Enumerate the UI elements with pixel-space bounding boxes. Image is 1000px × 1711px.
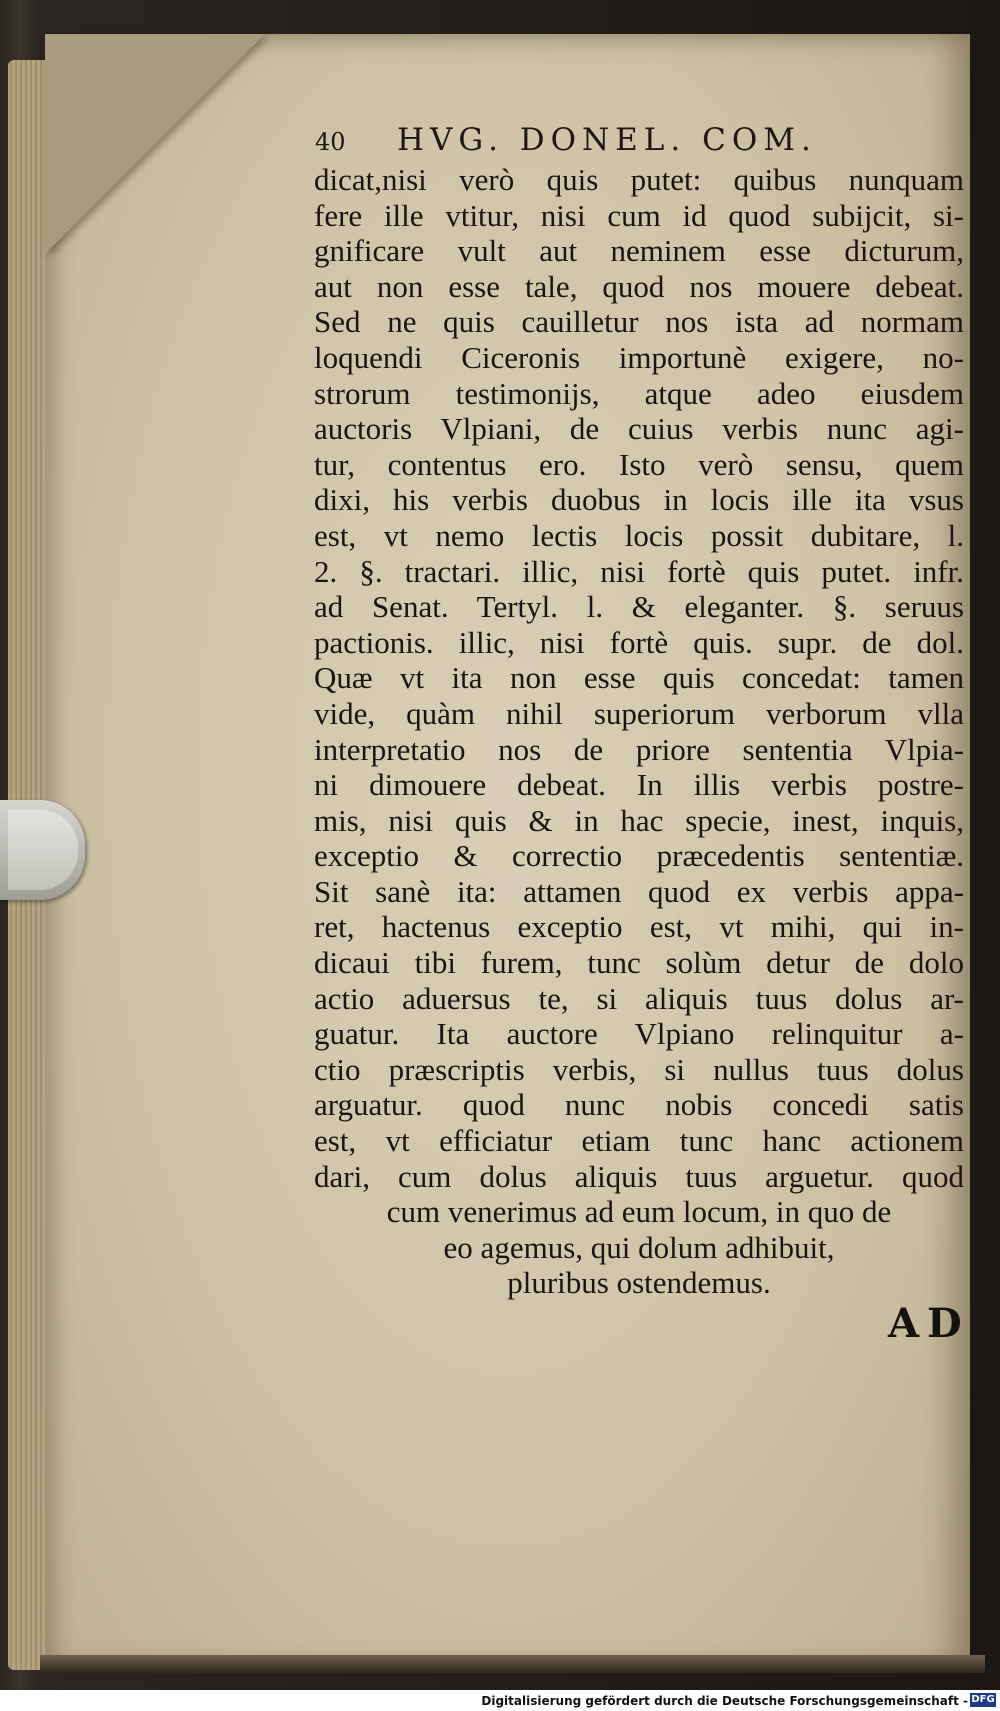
- text-line: aut non esse tale, quod nos mouere debeat.: [314, 268, 964, 304]
- catchword: AD: [888, 1300, 970, 1347]
- page-header: [315, 118, 875, 160]
- text-line: fere ille vtitur, nisi cum id quod subijcit, si-: [314, 197, 964, 233]
- text-line: ctio præscriptis verbis, si nullus tuus dolus: [314, 1051, 964, 1087]
- centered-text-line: eo agemus, qui dolum adhibuit,: [443, 1229, 835, 1265]
- text-line: arguatur. quod nunc nobis concedi satis: [314, 1087, 964, 1123]
- text-line: loquendi Ciceronis importunè exigere, no-: [314, 339, 964, 375]
- text-line: dicat,nisi verò quis putet: quibus nunquam: [314, 162, 964, 197]
- text-line: strorum testimonijs, atque adeo eiusdem: [314, 375, 964, 411]
- text-line: Sed ne quis cauilletur nos ista ad normam: [314, 304, 964, 340]
- text-line: ad Senat. Tertyl. l. & eleganter. §. seruus: [314, 589, 964, 625]
- text-line: vide, quàm nihil superiorum verborum vlla: [314, 695, 964, 731]
- page-body-text: [314, 162, 964, 1301]
- folded-page-corner: [45, 34, 265, 254]
- text-line: tur, contentus ero. Isto verò sensu, quem: [314, 446, 964, 482]
- text-line: ret, hactenus exceptio est, vt mihi, qui in-: [314, 909, 964, 945]
- running-head: HVG. DONEL. COM.: [397, 122, 817, 158]
- text-line: ni dimouere debeat. In illis verbis postre-: [314, 767, 964, 803]
- text-line: dari, cum dolus aliquis tuus arguetur. quod: [314, 1158, 964, 1194]
- book-bottom-edge: [40, 1655, 985, 1673]
- text-line: actio aduersus te, si aliquis tuus dolus ar-: [314, 980, 964, 1016]
- text-line: Sit sanè ita: attamen quod ex verbis appa-: [314, 873, 964, 909]
- text-line: exceptio & correctio præcedentis sententiæ.: [314, 838, 964, 874]
- text-line: auctoris Vlpiani, de cuius verbis nunc agi-: [314, 411, 964, 447]
- text-line: 2. §. tractari. illic, nisi fortè quis putet. infr.: [314, 553, 964, 589]
- text-line: interpretatio nos de priore sententia Vlpia-: [314, 731, 964, 767]
- centered-text-line: pluribus ostendemus.: [507, 1265, 771, 1301]
- page-clip-inner: [8, 810, 78, 890]
- text-line: est, vt efficiatur etiam tunc hanc actionem: [314, 1123, 964, 1159]
- footer-credit: Digitalisierung gefördert durch die Deutsche Forschungsgemeinschaft -: [481, 1694, 968, 1708]
- text-line: Quæ vt ita non esse quis concedat: tamen: [314, 660, 964, 696]
- page-number: 40: [315, 128, 346, 156]
- text-line: gnificare vult aut neminem esse dicturum,: [314, 233, 964, 269]
- centered-text-line: cum venerimus ad eum locum, in quo de: [386, 1194, 892, 1230]
- text-line: dixi, his verbis duobus in locis ille ita vsus: [314, 482, 964, 518]
- text-line: mis, nisi quis & in hac specie, inest, inquis,: [314, 802, 964, 838]
- text-line: dicaui tibi furem, tunc solùm detur de dolo: [314, 945, 964, 981]
- text-line: est, vt nemo lectis locis possit dubitare, l.: [314, 517, 964, 553]
- dfg-logo: DFG: [971, 1694, 995, 1705]
- text-line: guatur. Ita auctore Vlpiano relinquitur a-: [314, 1016, 964, 1052]
- text-line: pactionis. illic, nisi fortè quis. supr. de dol.: [314, 624, 964, 660]
